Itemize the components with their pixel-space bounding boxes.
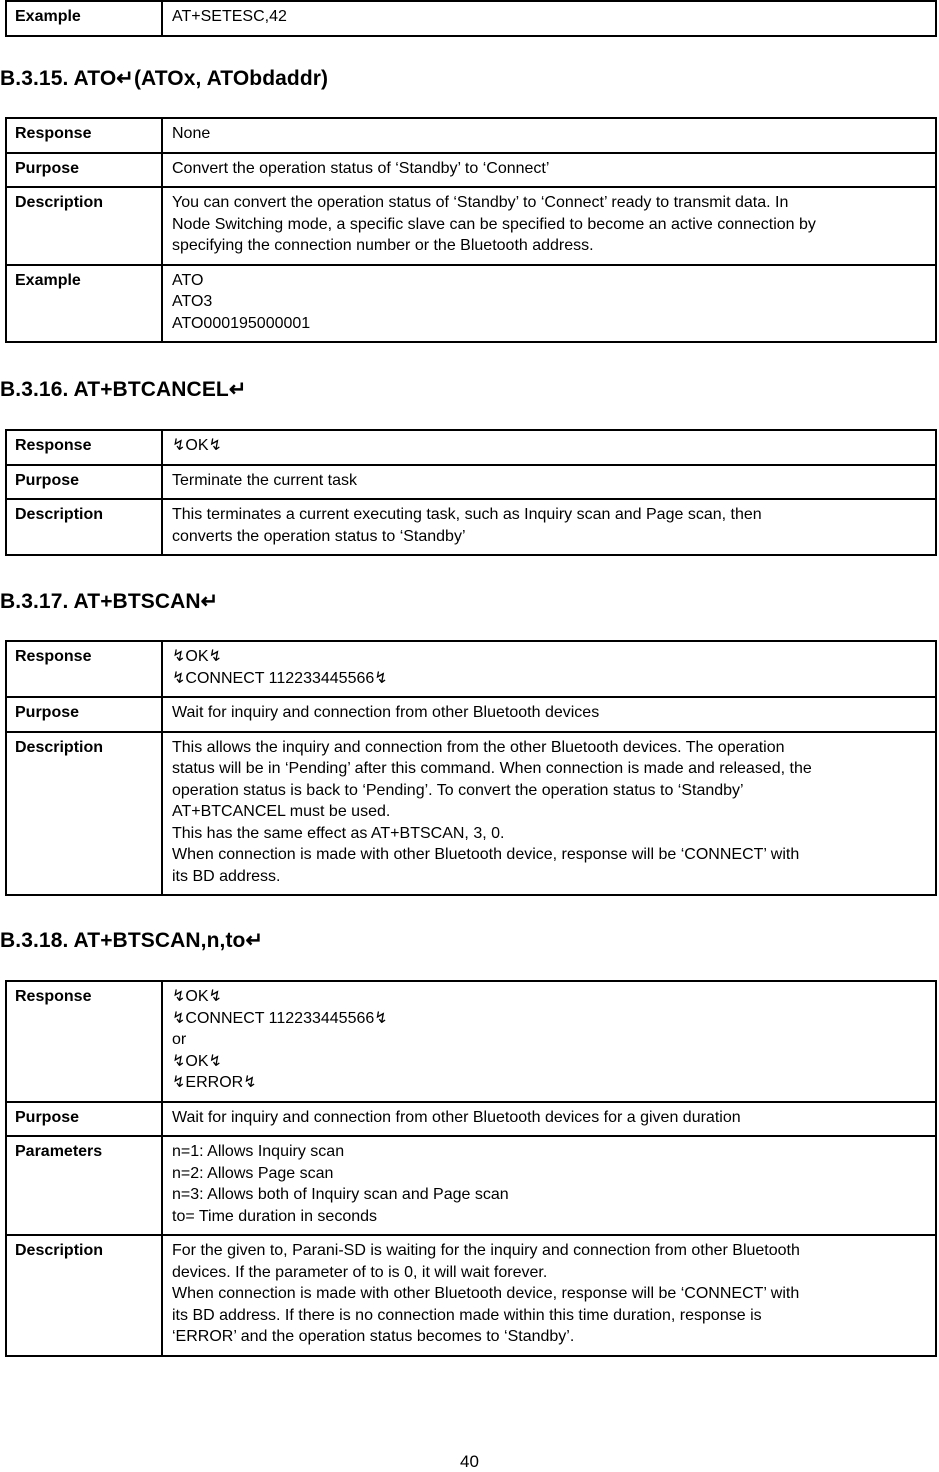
row-label: Example [6,1,162,36]
section-table-body [6,981,936,1356]
value-line: n=3: Allows both of Inquiry scan and Page scan [172,1186,509,1203]
table-row [6,1136,936,1235]
top-example-table [5,0,937,37]
value-line: ATO3 [172,293,213,310]
value-line: This allows the inquiry and connection from the other Bluetooth devices. The operation [172,738,785,756]
row-value [162,1136,936,1235]
value-line: This terminates a current executing task, such as Inquiry scan and Page scan, then [172,506,762,523]
value-line: its BD address. [172,867,281,885]
row-label: Response [6,430,162,465]
section-heading-b-3-15: B.3.15. ATO↵(ATOx, ATObdaddr) [0,67,329,90]
row-value [162,499,936,555]
table-row [6,430,936,465]
table-row [6,1102,936,1137]
value-line: AT+BTCANCEL must be used. [172,803,391,820]
table-row [6,1235,936,1356]
section-table-b-3-15 [5,117,937,343]
top-table-body [6,1,936,36]
row-label: Description [6,1235,162,1356]
table-row [6,1,936,36]
row-value [162,1235,936,1356]
row-label: Description [6,187,162,265]
section-table-body [6,118,936,342]
row-label: Description [6,732,162,896]
value-line: None [172,125,211,142]
row-value [162,187,936,265]
value-line: converts the operation status to ‘Standby’ [172,527,466,545]
row-label: Parameters [6,1136,162,1235]
value-line: n=1: Allows Inquiry scan [172,1143,345,1160]
row-label: Description [6,499,162,555]
value-line: For the given to, Parani-SD is waiting for the inquiry and connection from other Bluetooth [172,1242,800,1259]
value-line: ‘ERROR’ and the operation status becomes to ‘Standby’. [172,1328,575,1345]
table-row [6,697,936,732]
value-line: devices. If the parameter of to is 0, it will wait forever. [172,1263,548,1281]
value-line: to= Time duration in seconds [172,1207,378,1225]
value-line: ↯CONNECT 112233445566↯ [172,669,388,687]
value-line: ↯OK↯ [172,648,222,665]
value-line: ↯CONNECT 112233445566↯ [172,1009,388,1027]
table-row [6,187,936,265]
value-line: ↯OK↯ [172,988,222,1005]
value-line: ↯OK↯ [172,437,222,454]
value-line: specifying the connection number or the Bluetooth address. [172,237,594,254]
value-line: ATO000195000001 [172,314,311,332]
value-line: When connection is made with other Bluetooth device, response will be ‘CONNECT’ with [172,1285,800,1302]
value-line: ↯ERROR↯ [172,1074,257,1091]
table-row [6,265,936,343]
spec-table [5,0,937,37]
value-line: its BD address. If there is no connection made within this time duration, response is [172,1306,762,1324]
row-value [162,465,936,500]
table-row [6,118,936,153]
value-line: or [172,1031,187,1048]
value-line: ↯OK↯ [172,1052,222,1070]
spec-table [5,980,937,1357]
table-row [6,153,936,188]
value-line: You can convert the operation status of ‘Standby’ to ‘Connect’ ready to transmit data. In [172,194,789,211]
table-row [6,641,936,697]
row-label: Response [6,641,162,697]
value-line: Wait for inquiry and connection from other Bluetooth devices for a given duration [172,1108,741,1126]
value-line: ATO [172,271,204,289]
table-row [6,981,936,1102]
value-line: Wait for inquiry and connection from other Bluetooth devices [172,704,600,721]
row-value [162,981,936,1102]
row-value [162,1102,936,1137]
row-value [162,265,936,343]
table-row [6,465,936,500]
row-label: Purpose [6,153,162,188]
value-line: n=2: Allows Page scan [172,1164,334,1182]
spec-table [5,117,937,343]
value-line: status will be in ‘Pending’ after this command. When connection is made and released, the [172,760,812,777]
value-line: AT+SETESC,42 [172,8,287,25]
section-table-body [6,430,936,555]
row-label: Response [6,118,162,153]
table-row [6,499,936,555]
row-label: Purpose [6,697,162,732]
value-line: Node Switching mode, a specific slave can be specified to become an active connection by [172,215,816,233]
section-table-b-3-17 [5,640,937,896]
section-heading-b-3-18: B.3.18. AT+BTSCAN,n,to↵ [0,929,264,952]
row-value [162,430,936,465]
table-row [6,732,936,896]
row-value [162,153,936,188]
value-line: Terminate the current task [172,471,357,489]
row-value [162,1,936,36]
section-table-b-3-16 [5,429,937,556]
page-number: 40 [460,1452,479,1471]
row-label: Response [6,981,162,1102]
value-line: When connection is made with other Bluetooth device, response will be ‘CONNECT’ with [172,846,800,863]
spec-table [5,640,937,896]
section-table-body [6,641,936,895]
row-label: Example [6,265,162,343]
spec-table [5,429,937,556]
section-heading-b-3-17: B.3.17. AT+BTSCAN↵ [0,590,219,613]
row-value [162,641,936,697]
value-line: operation status is back to ‘Pending’. To convert the operation status to ‘Standby’ [172,781,744,799]
row-label: Purpose [6,465,162,500]
row-value [162,118,936,153]
section-heading-b-3-16: B.3.16. AT+BTCANCEL↵ [0,378,247,401]
row-label: Purpose [6,1102,162,1137]
value-line: Convert the operation status of ‘Standby’ to ‘Connect’ [172,159,550,177]
section-table-b-3-18 [5,980,937,1357]
row-value [162,732,936,896]
value-line: This has the same effect as AT+BTSCAN, 3, 0. [172,824,505,842]
row-value [162,697,936,732]
